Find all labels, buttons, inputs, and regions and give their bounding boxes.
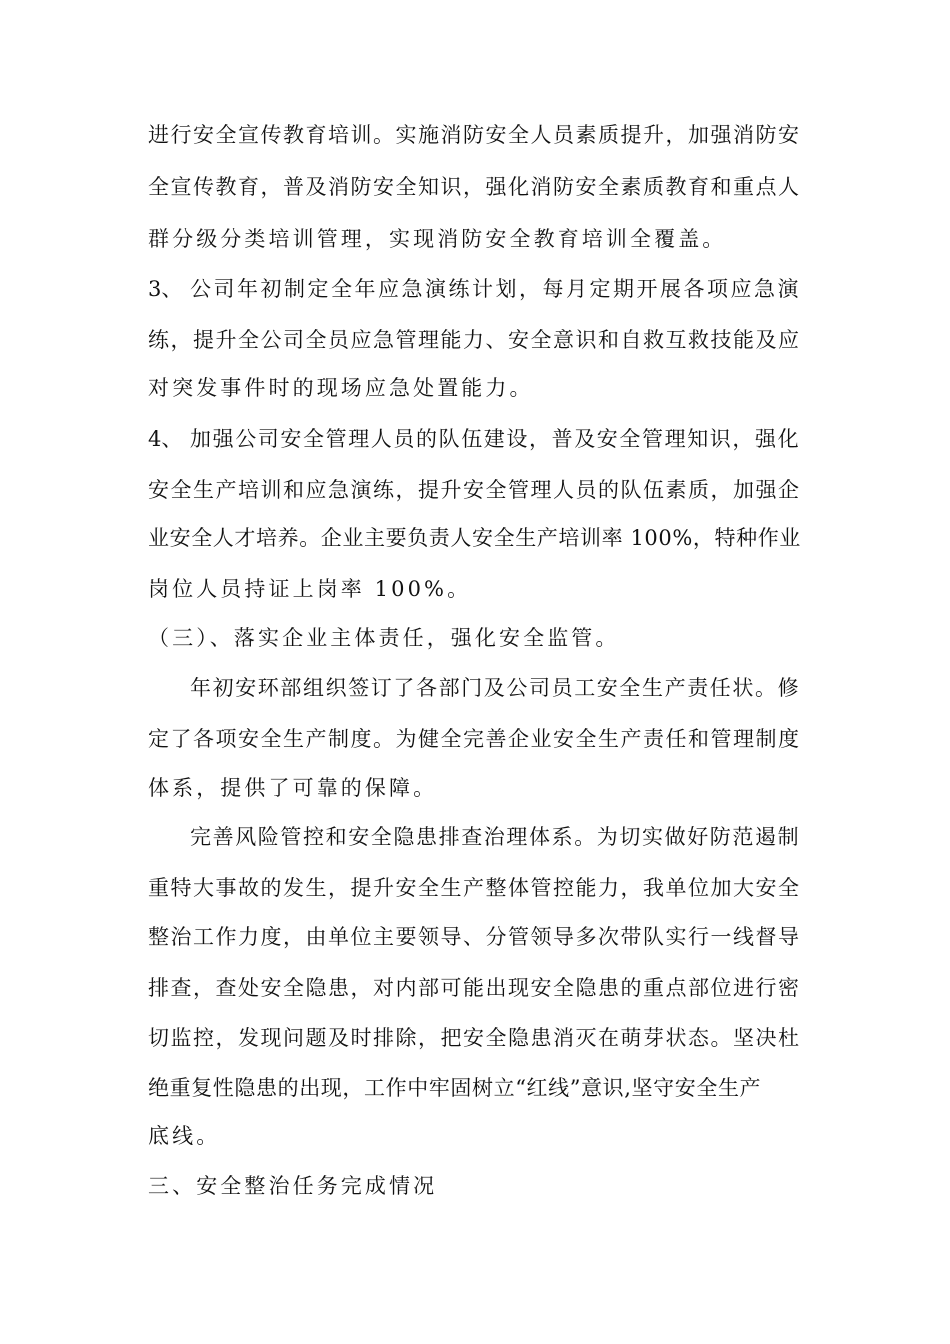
text-line: 重特大事故的发生，提升安全生产整体管控能力，我单位加大安全: [148, 876, 801, 900]
text-line: 安全生产培训和应急演练，提升安全管理人员的队伍素质，加强企: [148, 478, 801, 502]
list-item-number: 3、: [148, 277, 183, 301]
text-line: 绝重复性隐患的出现，工作中牢固树立“红线”意识,坚守安全生产: [148, 1076, 762, 1100]
list-item-4-first-line: [148, 425, 800, 453]
text-line: 业安全人才培养。企业主要负责人安全生产培训率 100%，特种作业: [148, 526, 801, 550]
text-line: 对突发事件时的现场应急处置能力。: [148, 376, 534, 400]
text-line: 全宣传教育，普及消防安全知识，强化消防安全素质教育和重点人: [148, 175, 801, 199]
list-item-number: 4、: [148, 427, 183, 451]
text-line: 定了各项安全生产制度。为健全完善企业安全生产责任和管理制度: [148, 727, 801, 751]
text-line: 底线。: [148, 1124, 221, 1148]
text-line: 体系，提供了可靠的保障。: [148, 776, 438, 800]
text-line: 加强公司安全管理人员的队伍建设，普及安全管理知识，强化: [190, 427, 801, 451]
text-line: 切监控，发现问题及时排除，把安全隐患消灭在萌芽状态。坚决杜: [148, 1026, 801, 1050]
text-line: 年初安环部组织签订了各部门及公司员工安全生产责任状。修: [190, 676, 801, 700]
section-subheading: （三）、落实企业主体责任，强化安全监管。: [148, 626, 620, 650]
text-line: 岗位人员持证上岗率 100%。: [148, 577, 472, 601]
text-line: 公司年初制定全年应急演练计划，每月定期开展各项应急演: [190, 277, 801, 301]
text-line: 完善风险管控和安全隐患排查治理体系。为切实做好防范遏制: [190, 825, 801, 849]
text-line: 整治工作力度，由单位主要领导、分管领导多次带队实行一线督导: [148, 925, 801, 949]
text-line: 排查，查处安全隐患，对内部可能出现安全隐患的重点部位进行密: [148, 976, 801, 1000]
section-heading: 三、安全整治任务完成情况: [148, 1174, 438, 1198]
text-line: 进行安全宣传教育培训。实施消防安全人员素质提升，加强消防安: [148, 123, 801, 147]
list-item-3-first-line: [148, 275, 800, 303]
text-line: 练，提升全公司全员应急管理能力、安全意识和自救互救技能及应: [148, 328, 801, 352]
text-line: 群分级分类培训管理，实现消防安全教育培训全覆盖。: [148, 227, 727, 251]
